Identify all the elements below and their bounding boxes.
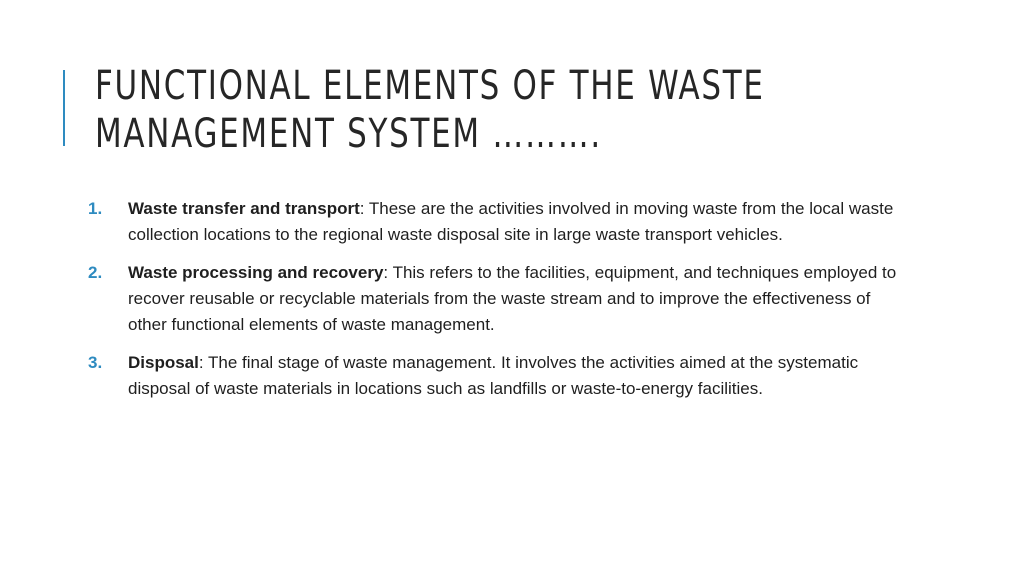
item-number: 3. bbox=[88, 353, 103, 372]
title-accent-bar bbox=[63, 70, 65, 146]
item-description: These are the activities involved in moving waste from the local waste collection locations to the regional waste disposal site in large waste transport vehicles. bbox=[128, 199, 894, 244]
item-number: 2. bbox=[88, 263, 103, 282]
list-item bbox=[88, 350, 908, 402]
item-description: The final stage of waste management. It involves the activities aimed at the systematic disposal of waste materials in locations such as landfills or waste-to-energy facilities. bbox=[128, 353, 859, 398]
list-item bbox=[88, 196, 908, 248]
item-separator: : bbox=[383, 263, 393, 282]
item-term: Waste transfer and transport bbox=[128, 199, 360, 218]
list-item bbox=[88, 260, 908, 338]
item-separator: : bbox=[359, 199, 369, 218]
item-number: 1. bbox=[88, 199, 103, 218]
item-separator: : bbox=[198, 353, 208, 372]
numbered-list bbox=[88, 196, 908, 414]
item-description: This refers to the facilities, equipment, and techniques employed to recover reusable or recyclable materials from the waste stream and to improve the effectiveness of other functional elements of waste management. bbox=[128, 263, 897, 334]
slide-title: FUNCTIONAL ELEMENTS OF THE WASTE MANAGEMENT SYSTEM ………. bbox=[95, 63, 765, 157]
item-term: Disposal bbox=[128, 353, 199, 372]
item-term: Waste processing and recovery bbox=[128, 263, 384, 282]
